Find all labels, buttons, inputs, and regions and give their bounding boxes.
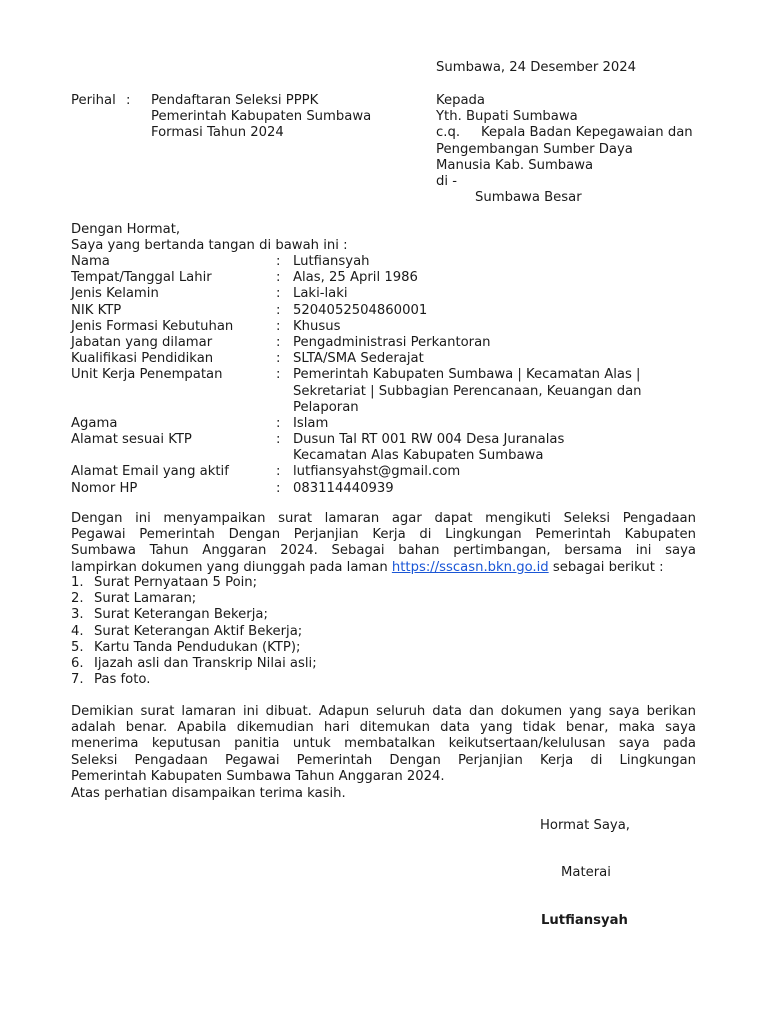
list-item bbox=[71, 640, 317, 656]
field-label: Tempat/Tanggal Lahir bbox=[71, 270, 212, 286]
field-label: Nama bbox=[71, 254, 110, 269]
list-item-text: Surat Keterangan Aktif Bekerja; bbox=[94, 623, 303, 639]
field-label: Jenis Kelamin bbox=[71, 286, 159, 302]
greeting: Dengan Hormat, bbox=[71, 222, 181, 237]
field-colon: : bbox=[276, 415, 281, 431]
list-item bbox=[71, 672, 317, 688]
recipient-block bbox=[436, 93, 693, 206]
list-item-number: 4. bbox=[71, 623, 84, 639]
field-colon: : bbox=[276, 318, 281, 334]
field-colon: : bbox=[276, 464, 281, 480]
field-value bbox=[293, 303, 427, 319]
recipient-cq bbox=[436, 125, 693, 141]
field-label: Alamat Email yang aktif bbox=[71, 464, 229, 480]
intro-text: Saya yang bertanda tangan di bawah ini : bbox=[71, 238, 348, 254]
field-value bbox=[293, 286, 348, 302]
paragraph-text: sebagai berikut : bbox=[548, 559, 664, 575]
signer-name: Lutfiansyah bbox=[541, 913, 628, 928]
list-item bbox=[71, 591, 317, 607]
field-value-line: Khusus bbox=[293, 318, 341, 334]
field-value-line: 5204052504860001 bbox=[293, 302, 428, 318]
body-paragraph-2 bbox=[71, 704, 696, 785]
paragraph-line: Demikian surat lamaran ini dibuat. Adapun seluruh data dan dokumen yang saya berikan bbox=[71, 704, 696, 719]
field-value bbox=[293, 270, 418, 286]
field-label: Jabatan yang dilamar bbox=[71, 334, 213, 350]
list-item-text: Surat Keterangan Bekerja; bbox=[94, 607, 268, 623]
field-colon: : bbox=[276, 351, 281, 367]
field-value bbox=[293, 481, 394, 497]
opening-block bbox=[71, 222, 348, 254]
list-item-text: Pas foto. bbox=[94, 672, 151, 688]
recipient-kepada: Kepada bbox=[436, 93, 486, 108]
paragraph-line: Seleksi Pengadaan Pegawai Pemerintah Dengan Perjanjian Kerja di Lingkungan bbox=[71, 752, 696, 768]
paragraph-line: adalah benar. Apabila dikemudian hari ditemukan data yang tidak benar, maka saya bbox=[71, 720, 696, 736]
field-value-line: Kecamatan Alas Kabupaten Sumbawa bbox=[293, 448, 544, 464]
field-value bbox=[293, 254, 370, 270]
paragraph-line: Dengan ini menyampaikan surat lamaran agar dapat mengikuti Seleksi Pengadaan bbox=[71, 511, 696, 526]
field-colon: : bbox=[276, 432, 281, 448]
field-value-line: Laki-laki bbox=[293, 286, 348, 302]
list-item-number: 6. bbox=[71, 655, 84, 671]
field-colon: : bbox=[276, 480, 281, 496]
field-value-line: 083114440939 bbox=[293, 480, 394, 496]
letter-date: Sumbawa, 24 Desember 2024 bbox=[436, 60, 637, 75]
paragraph-line: menerima keputusan panitia untuk membatalkan keikutsertaan/kelulusan saya pada bbox=[71, 736, 696, 752]
field-value-line: lutfiansyahst@gmail.com bbox=[293, 464, 461, 480]
attachment-list bbox=[71, 575, 317, 688]
field-value bbox=[293, 464, 460, 480]
list-item bbox=[71, 575, 317, 591]
field-value-line: Alas, 25 April 1986 bbox=[293, 270, 418, 286]
field-colon: : bbox=[276, 254, 281, 269]
field-colon: : bbox=[276, 286, 281, 302]
recipient-cq-label: c.q. bbox=[436, 125, 461, 141]
list-item-text: Surat Lamaran; bbox=[94, 591, 197, 607]
field-value bbox=[293, 351, 424, 367]
field-value-line: Islam bbox=[293, 415, 329, 431]
field-colon: : bbox=[276, 367, 281, 383]
list-item bbox=[71, 607, 317, 623]
recipient-cq-line: Pengembangan Sumber Daya bbox=[436, 141, 633, 157]
field-label: Alamat sesuai KTP bbox=[71, 432, 192, 448]
field-value-line: Lutfiansyah bbox=[293, 254, 370, 269]
field-label: Agama bbox=[71, 415, 118, 431]
list-item-text: Kartu Tanda Pendudukan (KTP); bbox=[94, 639, 301, 655]
paragraph-line: Pemerintah Kabupaten Sumbawa Tahun Anggaran 2024. bbox=[71, 768, 445, 784]
list-item-number: 2. bbox=[71, 591, 84, 607]
paragraph-text: lampirkan dokumen yang diunggah pada laman bbox=[71, 559, 392, 575]
list-item-number: 5. bbox=[71, 639, 84, 655]
field-value-line: Pengadministrasi Perkantoran bbox=[293, 334, 491, 350]
field-value bbox=[293, 432, 564, 464]
list-item bbox=[71, 624, 317, 640]
list-item-number: 7. bbox=[71, 672, 84, 688]
field-value bbox=[293, 335, 491, 351]
paragraph-line: Pegawai Pemerintah Dengan Perjanjian Kerja di Lingkungan Pemerintah Kabupaten bbox=[71, 527, 696, 543]
subject-label: Perihal bbox=[71, 93, 116, 108]
list-item-number: 1. bbox=[71, 575, 84, 590]
recipient-yth: Yth. Bupati Sumbawa bbox=[436, 109, 578, 125]
field-value bbox=[293, 367, 642, 416]
paragraph-line bbox=[71, 560, 696, 576]
field-value-line: Sekretariat | Subbagian Perencanaan, Keuangan dan bbox=[293, 383, 642, 399]
field-value-line: Pemerintah Kabupaten Sumbawa | Kecamatan Alas | bbox=[293, 367, 641, 383]
recipient-di: di - bbox=[436, 173, 457, 189]
field-value-line: Dusun Tal RT 001 RW 004 Desa Juranalas bbox=[293, 432, 565, 448]
subject-line: Pendaftaran Seleksi PPPK bbox=[151, 93, 319, 108]
subject-line: Pemerintah Kabupaten Sumbawa bbox=[151, 109, 372, 125]
recipient-location: Sumbawa Besar bbox=[475, 190, 582, 206]
field-value-line: SLTA/SMA Sederajat bbox=[293, 351, 424, 367]
list-item-text: Ijazah asli dan Transkrip Nilai asli; bbox=[94, 655, 317, 671]
field-colon: : bbox=[276, 334, 281, 350]
field-label: Kualifikasi Pendidikan bbox=[71, 351, 214, 367]
stamp-duty-placeholder: Materai bbox=[561, 865, 611, 880]
field-label: NIK KTP bbox=[71, 302, 122, 318]
recipient-cq-line: Kepala Badan Kepegawaian dan bbox=[481, 125, 693, 141]
recipient-cq-line: Manusia Kab. Sumbawa bbox=[436, 157, 594, 173]
field-colon: : bbox=[276, 270, 281, 286]
list-item-number: 3. bbox=[71, 607, 84, 623]
field-value bbox=[293, 416, 328, 432]
sscasn-link[interactable]: https://sscasn.bkn.go.id bbox=[391, 559, 549, 575]
subject-line: Formasi Tahun 2024 bbox=[151, 125, 284, 141]
closing-text: Atas perhatian disampaikan terima kasih. bbox=[71, 786, 346, 801]
list-item bbox=[71, 656, 317, 672]
field-label: Nomor HP bbox=[71, 480, 138, 496]
body-paragraph-1 bbox=[71, 511, 696, 576]
field-value-line: Pelaporan bbox=[293, 399, 359, 415]
paragraph-line: Sumbawa Tahun Anggaran 2024. Sebagai bahan pertimbangan, bersama ini saya bbox=[71, 543, 696, 559]
subject-colon: : bbox=[126, 93, 131, 108]
field-label: Unit Kerja Penempatan bbox=[71, 367, 223, 383]
field-label: Jenis Formasi Kebutuhan bbox=[71, 318, 234, 334]
signature-salutation: Hormat Saya, bbox=[540, 818, 630, 833]
field-colon: : bbox=[276, 302, 281, 318]
field-value bbox=[293, 319, 340, 335]
list-item-text: Surat Pernyataan 5 Poin; bbox=[94, 575, 258, 590]
subject-text bbox=[151, 93, 371, 142]
